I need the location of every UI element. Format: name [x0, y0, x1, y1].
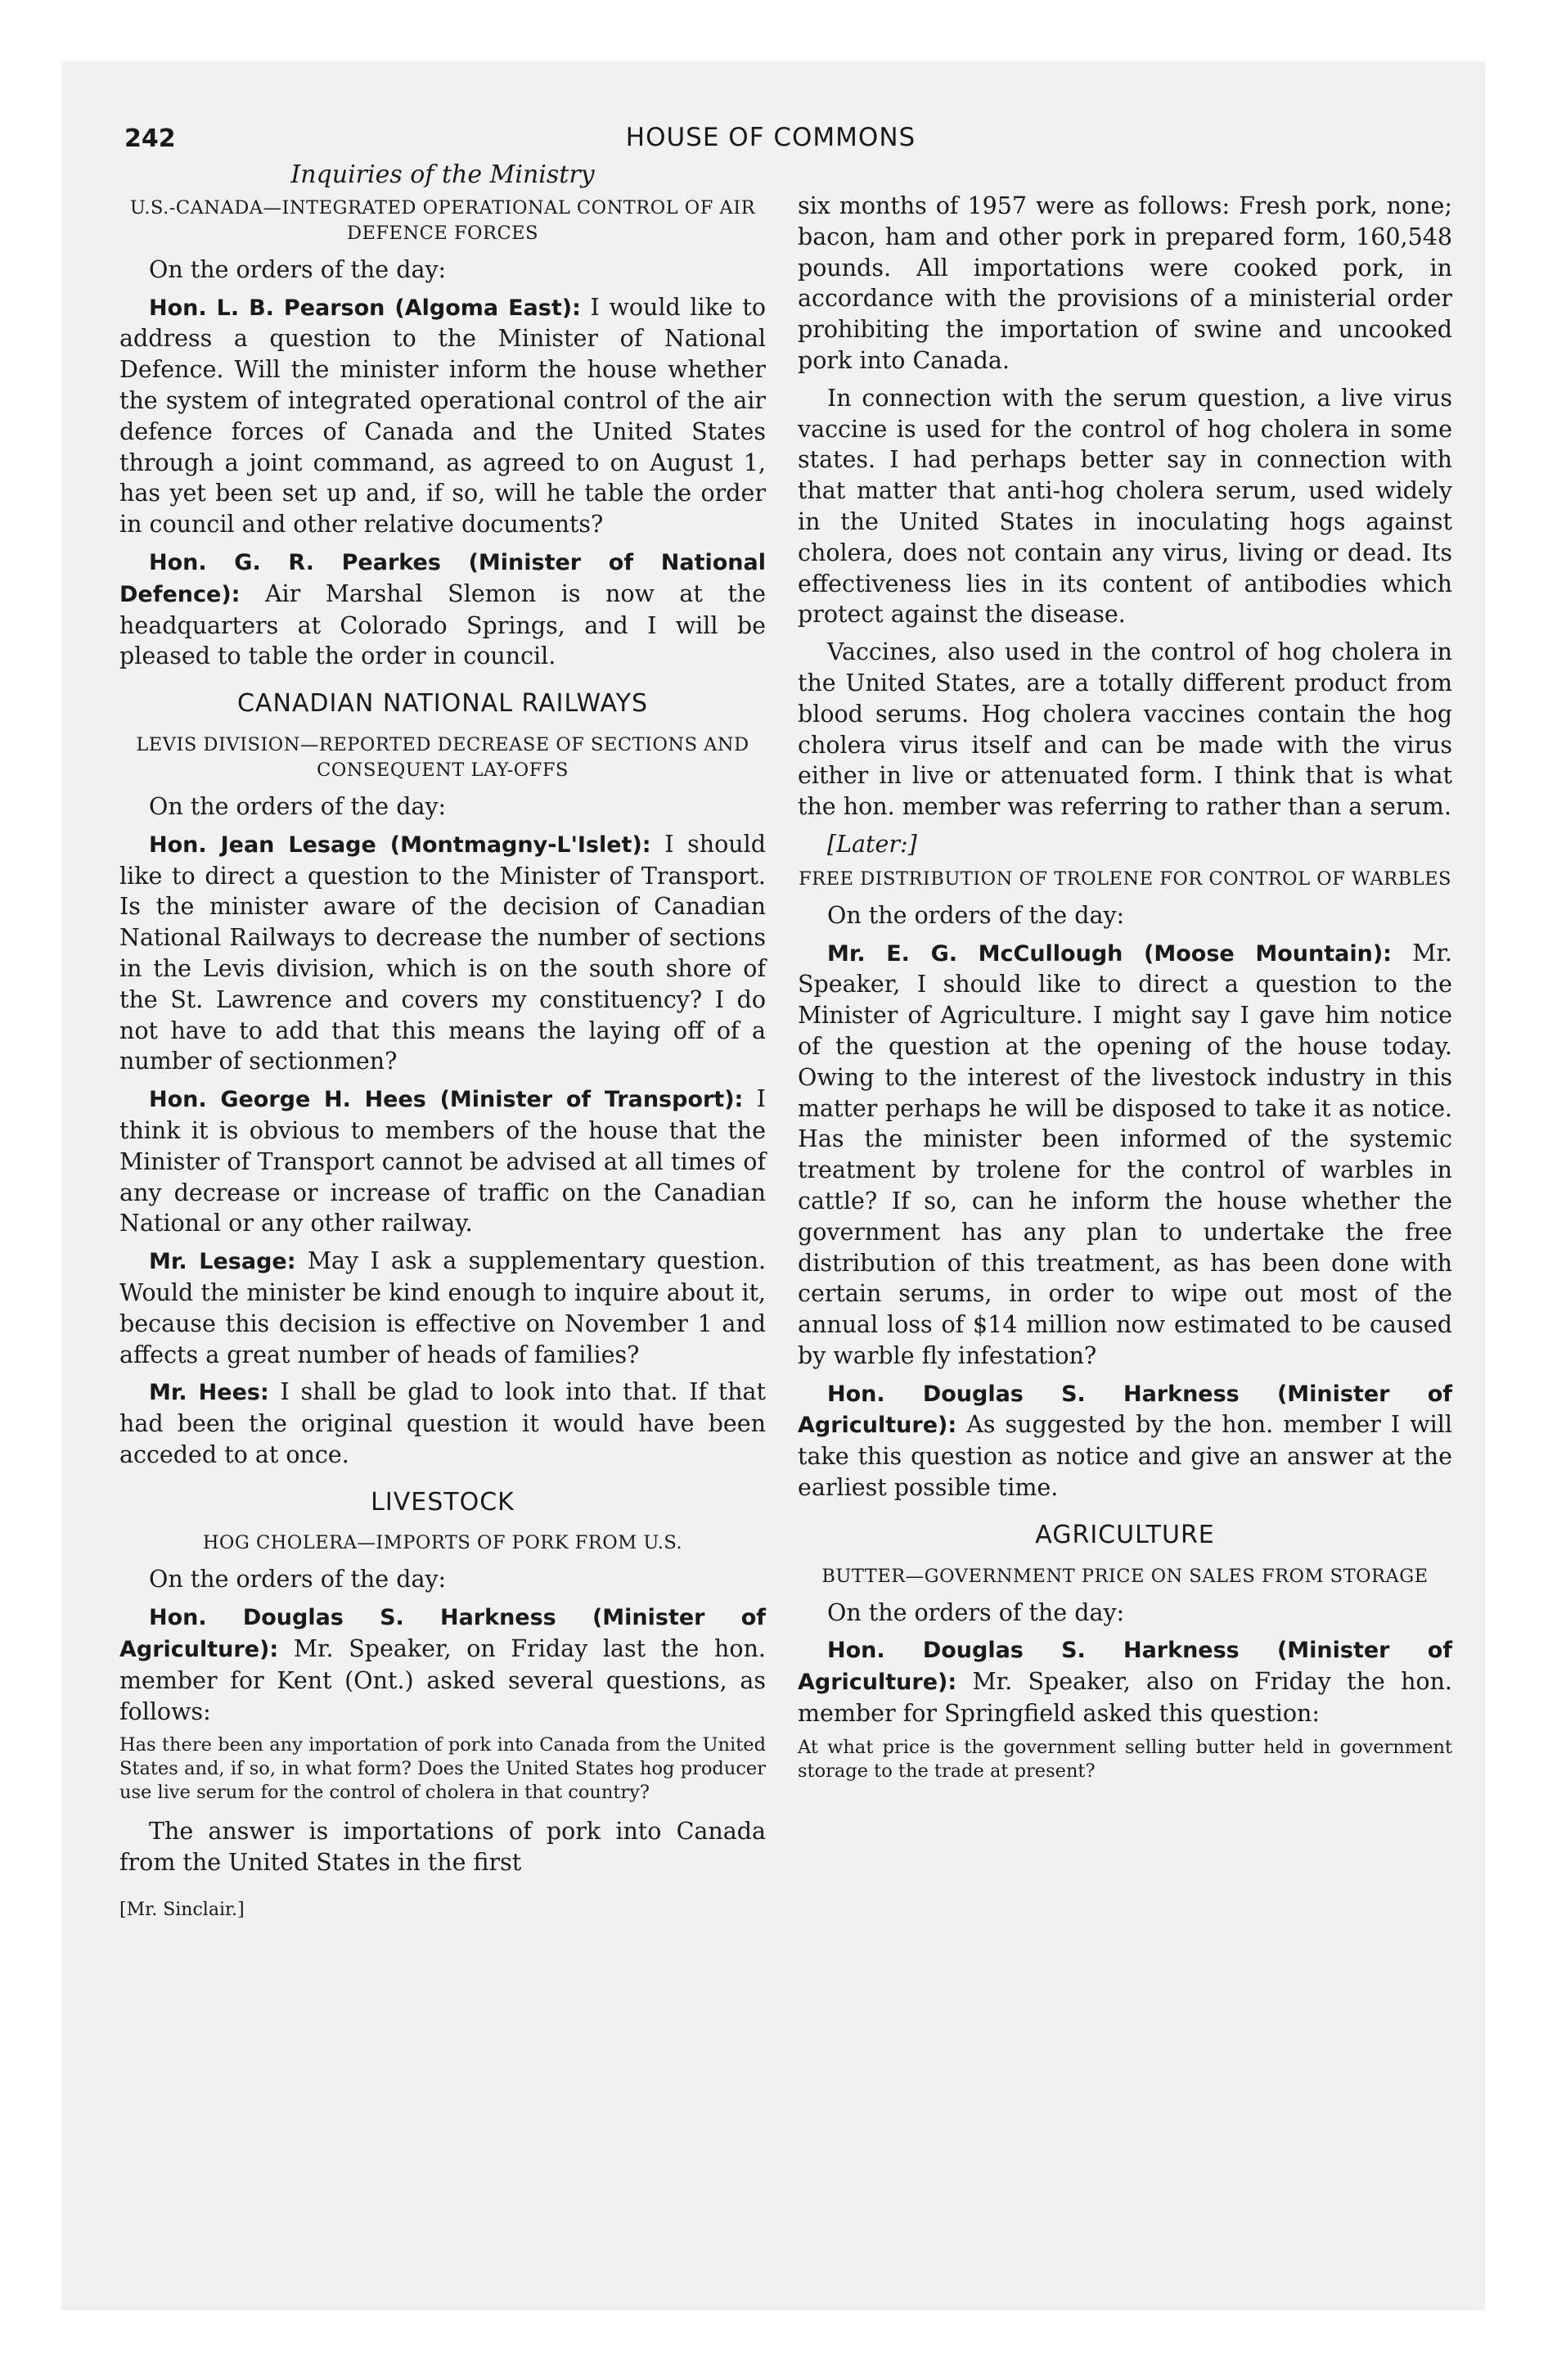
speech-paragraph — [119, 1377, 766, 1470]
speech-paragraph — [798, 1378, 1452, 1503]
later-marker: [Later:] — [827, 830, 917, 858]
page-subtitle: Inquiries of the Ministry — [290, 160, 595, 189]
quoted-question: At what price is the government selling butter held in government storage to the trade at present? — [798, 1736, 1452, 1782]
running-head: HOUSE OF COMMONS — [625, 123, 916, 152]
orders-of-the-day: On the orders of the day: — [149, 255, 447, 283]
speech-text: As suggested by the hon. member I will take this question as notice and give an answer at the earliest possible time. — [798, 1411, 1452, 1502]
speaker-name: Hon. Douglas S. Harkness (Minister of Agriculture): — [798, 1381, 1452, 1439]
speech-paragraph — [798, 1634, 1452, 1729]
speech-text: Mr. Speaker, I should like to direct a question to the Minister of Agriculture. I might say I gave him notice of the question at the opening of the house today. Owing to the interest of the livestock industry in this matter perhaps he will be disposed to take it as notice. Has the minister been informed of the systemic treatment by trolene for the control of warbles in cattle? If so, can he inform the house whether the government has any plan to undertake the free distribution of this treatment, as has been done with certain serums, in order to wipe out most of the annual loss of $14 million now estimated to be caused by warble fly infestation? — [798, 939, 1452, 1369]
speech-paragraph — [119, 1602, 766, 1727]
speaker-name: Hon. L. B. Pearson (Algoma East): — [149, 295, 581, 321]
section-title: AGRICULTURE — [1035, 1520, 1215, 1549]
speech-paragraph — [119, 1084, 766, 1239]
speaker-name: Hon. G. R. Pearkes (Minister of National Defence): — [119, 549, 766, 607]
section-title: CANADIAN NATIONAL RAILWAYS — [236, 689, 649, 719]
quoted-question: Has there been any importation of pork into Canada from the United States and, if so, in what form? Does the United States hog producer use live serum for the control of cholera in that country? — [119, 1734, 766, 1804]
speech-text: Mr. Speaker, on Friday last the hon. member for Kent (Ont.) asked several questions, as follows: — [119, 1635, 766, 1725]
speech-text: Mr. Speaker, also on Friday the hon. member for Springfield asked this question: — [798, 1668, 1452, 1728]
section-subheading: U.S.-CANADA—INTEGRATED OPERATIONAL CONTROL OF AIR DEFENCE FORCES — [129, 196, 756, 244]
speaker-name: Mr. Hees: — [149, 1380, 269, 1406]
speech-paragraph — [119, 292, 766, 540]
speech-paragraph: Vaccines, also used in the control of hog cholera in the United States, are a totally different product from blood serums. Hog cholera vaccines contain the hog cholera virus itself and can be made with the virus either in live or attenuated form. I think that is what the hon. member was referring to rather than a serum. — [798, 638, 1452, 821]
speaker-name: Mr. E. G. McCullough (Moose Mountain): — [827, 940, 1392, 967]
left-column — [119, 160, 766, 1932]
speech-text: I would like to address a question to the Minister of National Defence. Will the minister inform the house whether the system of integrated operational control of the air defence forces of Canada and the United States through a joint command, as agreed to on August 1, has yet been set up and, if so, will he table the order in council and other relative documents? — [119, 293, 766, 539]
orders-of-the-day: On the orders of the day: — [827, 901, 1125, 929]
section-subheading: LEVIS DIVISION—REPORTED DECREASE OF SECTIONS AND CONSEQUENT LAY-OFFS — [136, 733, 749, 781]
page-number: 242 — [124, 124, 176, 153]
section-subheading: FREE DISTRIBUTION OF TROLENE FOR CONTROL OF WARBLES — [799, 868, 1451, 890]
speech-paragraph: In connection with the serum question, a live virus vaccine is used for the control of hog cholera in some states. I had perhaps better say in connection with that matter that anti-hog cholera serum, used widely in the United States in inoculating hogs against cholera, does not contain any virus, living or dead. Its effectiveness lies in its content of antibodies which protect against the disease. — [798, 384, 1452, 629]
speech-paragraph: The answer is importations of pork into Canada from the United States in the first — [119, 1818, 766, 1877]
orders-of-the-day: On the orders of the day: — [149, 1566, 447, 1593]
orders-of-the-day: On the orders of the day: — [149, 792, 447, 820]
speech-paragraph — [119, 829, 766, 1077]
speech-paragraph — [798, 938, 1452, 1372]
speech-paragraph — [119, 1246, 766, 1370]
speech-text: Air Marshal Slemon is now at the headquarters at Colorado Springs, and I will be pleased to table the order in council. — [119, 579, 766, 670]
section-title: LIVESTOCK — [371, 1487, 515, 1517]
right-column — [798, 191, 1452, 1795]
speech-text: I shall be glad to look into that. If that had been the original question it would have been acceded to at once. — [119, 1378, 766, 1468]
speech-paragraph — [119, 547, 766, 672]
orders-of-the-day: On the orders of the day: — [827, 1598, 1125, 1626]
speech-text: I think it is obvious to members of the house that the Minister of Transport cannot be advised at all times of any decrease or increase of traffic on the Canadian National or any other railway. — [119, 1085, 766, 1237]
section-subheading: BUTTER—GOVERNMENT PRICE ON SALES FROM STORAGE — [821, 1565, 1429, 1587]
speaker-name: Hon. Douglas S. Harkness (Minister of Agriculture): — [119, 1605, 766, 1663]
speaker-name: Hon. Jean Lesage (Montmagny-L'Islet): — [149, 832, 651, 858]
speaker-name: Mr. Lesage: — [149, 1249, 296, 1275]
speech-paragraph: six months of 1957 were as follows: Fresh pork, none; bacon, ham and other pork in prepared form, 160,548 pounds. All importations were cooked pork, in accordance with the provisions of a ministerial order prohibiting the importation of swine and uncooked pork into Canada. — [798, 192, 1452, 374]
speech-text: I should like to direct a question to the Minister of Transport. Is the minister aware of the decision of Canadian National Railways to decrease the number of sections in the Levis division, which is on the south shore of the St. Lawrence and covers my constituency? I do not have to add that this means the laying off of a number of sectionmen? — [119, 830, 766, 1075]
page-footnote: [Mr. Sinclair.] — [119, 1900, 245, 1921]
speaker-name: Hon. Douglas S. Harkness (Minister of Agriculture): — [798, 1638, 1452, 1696]
speaker-name: Hon. George H. Hees (Minister of Transport): — [149, 1087, 744, 1113]
speech-text: May I ask a supplementary question. Would the minister be kind enough to inquire about it, because this decision is effective on November 1 and affects a great number of heads of families? — [119, 1247, 766, 1368]
section-subheading: HOG CHOLERA—IMPORTS OF PORK FROM U.S. — [202, 1532, 683, 1554]
